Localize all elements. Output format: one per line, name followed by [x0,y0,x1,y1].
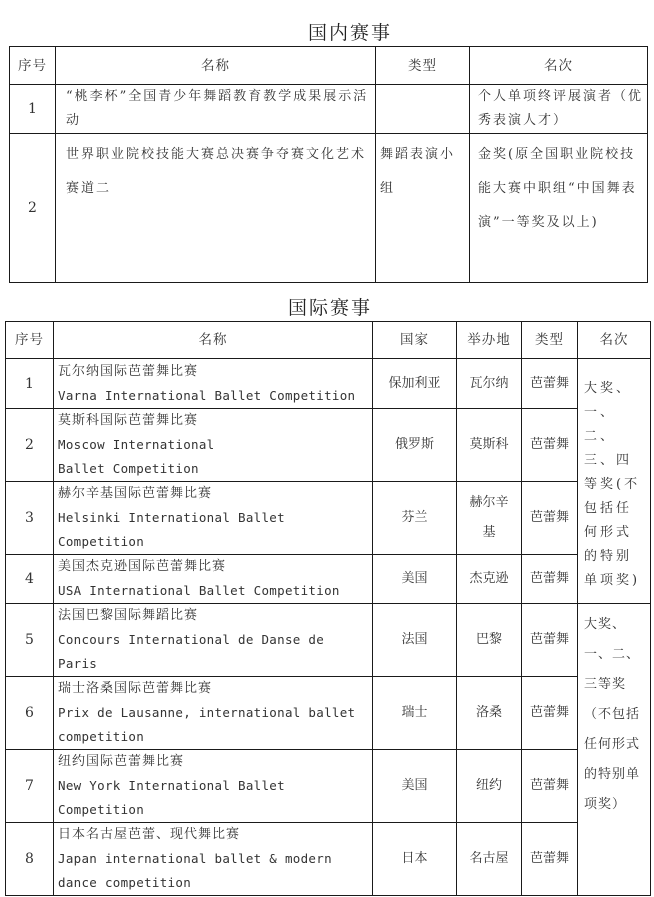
cell-country: 瑞士 [373,677,457,750]
cell-type: 芭蕾舞 [522,677,578,750]
name-english: Varna International Ballet Competition [58,387,356,403]
table-header-row [6,322,651,359]
name-chinese: 纽约国际芭蕾舞比赛 [58,754,185,769]
international-competitions-table [5,321,651,896]
cell-venue: 名古屋 [457,823,522,896]
international-section-title: 国际赛事 [288,297,373,319]
table-row [6,823,651,896]
cell-rank: 金奖(原全国职业院校技能大赛中职组“中国舞表演”一等奖及以上) [470,134,648,283]
cell-country: 俄罗斯 [373,409,457,482]
cell-venue: 洛桑 [457,677,522,750]
table-row [10,134,648,283]
cell-seq: 1 [10,85,56,134]
table-row [6,482,651,555]
header-rank: 名次 [470,47,648,85]
header-country: 国家 [373,322,457,359]
name-english: Moscow International Ballet Competition [58,437,215,476]
cell-name [54,359,373,409]
name-english: Helsinki International Ballet Competition [58,510,285,549]
cell-name [54,555,373,604]
cell-type: 芭蕾舞 [522,409,578,482]
cell-seq: 6 [6,677,54,750]
cell-country: 美国 [373,750,457,823]
cell-venue: 杰克逊 [457,555,522,604]
cell-seq: 8 [6,823,54,896]
cell-name [54,677,373,750]
cell-name [54,750,373,823]
table-row [6,604,651,677]
name-english: Prix de Lausanne, international ballet competition [58,705,356,744]
cell-country: 芬兰 [373,482,457,555]
cell-type: 芭蕾舞 [522,482,578,555]
name-english: Japan international ballet & modern dance competition [58,851,332,890]
table-row [6,409,651,482]
header-venue: 举办地 [457,322,522,359]
name-chinese: 日本名古屋芭蕾、现代舞比赛 [58,827,241,842]
cell-seq: 4 [6,555,54,604]
cell-type: 芭蕾舞 [522,750,578,823]
table-row [6,677,651,750]
name-chinese: 瓦尔纳国际芭蕾舞比赛 [58,363,199,379]
cell-venue: 纽约 [457,750,522,823]
cell-seq: 1 [6,359,54,409]
cell-name [54,409,373,482]
cell-type: 芭蕾舞 [522,604,578,677]
domestic-competitions-table [9,46,648,283]
name-english: New York International Ballet Competition [58,778,285,817]
cell-seq: 3 [6,482,54,555]
name-chinese: 美国杰克逊国际芭蕾舞比赛 [58,559,227,574]
name-chinese: 赫尔辛基国际芭蕾舞比赛 [58,486,213,501]
cell-name [54,823,373,896]
cell-country: 法国 [373,604,457,677]
cell-name: “桃李杯”全国青少年舞蹈教育教学成果展示活动 [56,85,376,134]
cell-seq: 7 [6,750,54,823]
name-chinese: 法国巴黎国际舞蹈比赛 [58,608,199,623]
cell-type: 舞蹈表演小组 [376,134,470,283]
cell-type: 芭蕾舞 [522,359,578,409]
header-type: 类型 [376,47,470,85]
cell-seq: 2 [6,409,54,482]
table-header-row [10,47,648,85]
cell-seq: 2 [10,134,56,283]
name-english: USA International Ballet Competition [58,583,340,598]
cell-venue: 赫尔辛基 [457,482,522,555]
header-type: 类型 [522,322,578,359]
table-row [10,85,648,134]
cell-type [376,85,470,134]
cell-rank-group-1: 大奖、一、二、三、四等奖(不包括任何形式的特别单项奖) [578,359,651,604]
cell-rank: 个人单项终评展演者（优秀表演人才） [470,85,648,134]
header-seq: 序号 [6,322,54,359]
cell-seq: 5 [6,604,54,677]
header-seq: 序号 [10,47,56,85]
cell-country: 美国 [373,555,457,604]
table-row [6,750,651,823]
name-chinese: 莫斯科国际芭蕾舞比赛 [58,413,199,428]
cell-venue: 瓦尔纳 [457,359,522,409]
cell-name [54,482,373,555]
cell-rank-group-2: 大奖、一、二、三等奖（不包括任何形式的特别单项奖） [578,604,651,896]
domestic-section-title: 国内赛事 [308,22,393,44]
name-chinese: 瑞士洛桑国际芭蕾舞比赛 [58,681,213,696]
cell-venue: 莫斯科 [457,409,522,482]
header-rank: 名次 [578,322,651,359]
cell-country: 日本 [373,823,457,896]
cell-name: 世界职业院校技能大赛总决赛争夺赛文化艺术赛道二 [56,134,376,283]
cell-country: 保加利亚 [373,359,457,409]
cell-type: 芭蕾舞 [522,555,578,604]
table-row [6,359,651,409]
cell-name [54,604,373,677]
table-row [6,555,651,604]
cell-type: 芭蕾舞 [522,823,578,896]
name-english: Concours International de Danse de Paris [58,632,325,671]
header-name: 名称 [56,47,376,85]
header-name: 名称 [54,322,373,359]
cell-venue: 巴黎 [457,604,522,677]
